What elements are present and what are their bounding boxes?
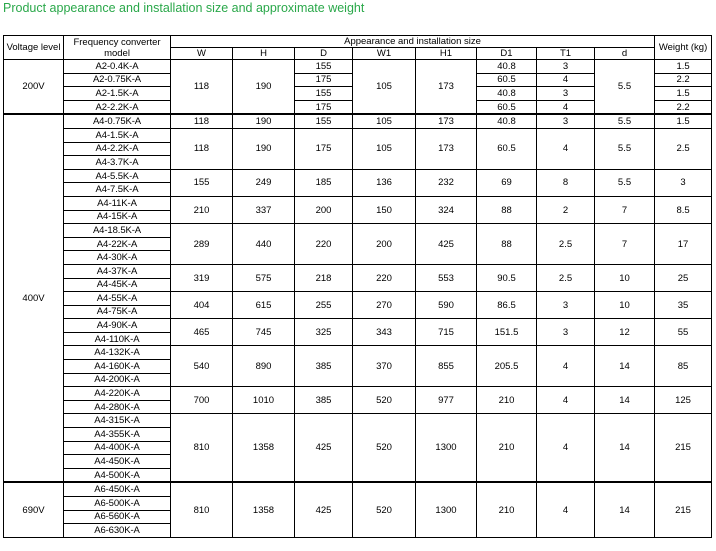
value-cell-w1: 270 (353, 292, 416, 319)
table-row (4, 346, 712, 360)
value-cell-h: 337 (233, 196, 295, 223)
table-row (4, 292, 712, 306)
value-cell-h1: 1300 (416, 414, 477, 482)
model-cell: A4-90K-A (64, 319, 171, 333)
value-cell-wt: 17 (655, 224, 712, 265)
model-cell: A6-500K-A (64, 497, 171, 511)
value-cell-w1: 520 (353, 482, 416, 537)
spec-table-body (4, 60, 712, 538)
model-cell: A4-200K-A (64, 373, 171, 387)
value-cell-w1: 370 (353, 346, 416, 387)
value-cell-wt: 125 (655, 387, 712, 414)
value-cell-d: 200 (295, 196, 353, 223)
model-cell: A4-11K-A (64, 196, 171, 210)
model-cell: A2-1.5K-A (64, 87, 171, 101)
value-cell-w: 289 (171, 224, 233, 265)
table-row (4, 196, 712, 210)
value-cell-w: 319 (171, 264, 233, 291)
spec-table-wrapper (3, 35, 711, 538)
value-cell-t1: 4 (537, 346, 595, 387)
value-cell-d: 155 (295, 87, 353, 101)
table-row (4, 264, 712, 278)
value-cell-h1: 553 (416, 264, 477, 291)
value-cell-t1: 4 (537, 482, 595, 537)
model-cell: A4-500K-A (64, 468, 171, 482)
table-row (4, 114, 712, 128)
value-cell-d: 5.5 (595, 60, 655, 115)
value-cell-wt: 215 (655, 482, 712, 537)
value-cell-t1: 4 (537, 387, 595, 414)
model-cell: A4-400K-A (64, 441, 171, 455)
header-d: D (295, 48, 353, 60)
value-cell-h: 440 (233, 224, 295, 265)
model-cell: A6-450K-A (64, 482, 171, 496)
value-cell-h: 1010 (233, 387, 295, 414)
value-cell-w: 155 (171, 169, 233, 196)
value-cell-h1: 977 (416, 387, 477, 414)
model-cell: A4-2.2K-A (64, 142, 171, 156)
model-cell: A4-220K-A (64, 387, 171, 401)
value-cell-d1: 210 (477, 387, 537, 414)
model-cell: A4-37K-A (64, 264, 171, 278)
value-cell-d: 325 (295, 319, 353, 346)
header-d-small: d (595, 48, 655, 60)
model-cell: A2-2.2K-A (64, 100, 171, 114)
value-cell-w: 210 (171, 196, 233, 223)
value-cell-w: 700 (171, 387, 233, 414)
value-cell-d: 14 (595, 346, 655, 387)
header-appearance: Appearance and installation size (171, 36, 655, 48)
value-cell-d: 385 (295, 346, 353, 387)
value-cell-t1: 4 (537, 100, 595, 114)
value-cell-h: 190 (233, 114, 295, 128)
value-cell-w1: 520 (353, 387, 416, 414)
value-cell-wt: 85 (655, 346, 712, 387)
value-cell-d: 14 (595, 387, 655, 414)
value-cell-w: 810 (171, 482, 233, 537)
value-cell-h: 1358 (233, 482, 295, 537)
value-cell-d: 5.5 (595, 169, 655, 196)
value-cell-h: 615 (233, 292, 295, 319)
value-cell-wt: 3 (655, 169, 712, 196)
value-cell-w: 404 (171, 292, 233, 319)
value-cell-h1: 1300 (416, 482, 477, 537)
value-cell-w1: 220 (353, 264, 416, 291)
model-cell: A4-315K-A (64, 414, 171, 428)
model-cell: A4-7.5K-A (64, 183, 171, 197)
header-h: H (233, 48, 295, 60)
value-cell-h1: 425 (416, 224, 477, 265)
model-cell: A4-0.75K-A (64, 114, 171, 128)
value-cell-d1: 90.5 (477, 264, 537, 291)
value-cell-t1: 2.5 (537, 264, 595, 291)
value-cell-d: 255 (295, 292, 353, 319)
value-cell-wt: 55 (655, 319, 712, 346)
table-row (4, 387, 712, 401)
model-cell: A4-280K-A (64, 400, 171, 414)
value-cell-wt: 2.2 (655, 100, 712, 114)
value-cell-w: 118 (171, 114, 233, 128)
value-cell-w1: 105 (353, 128, 416, 169)
value-cell-d: 425 (295, 482, 353, 537)
value-cell-h: 575 (233, 264, 295, 291)
table-row (4, 319, 712, 333)
value-cell-d1: 40.8 (477, 60, 537, 74)
value-cell-d: 14 (595, 482, 655, 537)
value-cell-d: 175 (295, 128, 353, 169)
value-cell-w1: 200 (353, 224, 416, 265)
value-cell-d: 425 (295, 414, 353, 482)
value-cell-h1: 173 (416, 114, 477, 128)
value-cell-d: 218 (295, 264, 353, 291)
table-row (4, 414, 712, 428)
value-cell-t1: 4 (537, 73, 595, 87)
model-cell: A4-132K-A (64, 346, 171, 360)
model-cell: A4-30K-A (64, 251, 171, 265)
table-row (4, 128, 712, 142)
table-row (4, 224, 712, 238)
model-cell: A4-75K-A (64, 305, 171, 319)
value-cell-w1: 343 (353, 319, 416, 346)
model-cell: A4-160K-A (64, 360, 171, 374)
value-cell-d1: 40.8 (477, 114, 537, 128)
value-cell-wt: 35 (655, 292, 712, 319)
value-cell-wt: 1.5 (655, 114, 712, 128)
model-cell: A6-560K-A (64, 510, 171, 524)
value-cell-d: 12 (595, 319, 655, 346)
header-d1: D1 (477, 48, 537, 60)
model-cell: A4-55K-A (64, 292, 171, 306)
value-cell-d1: 88 (477, 196, 537, 223)
value-cell-t1: 3 (537, 60, 595, 74)
value-cell-d: 5.5 (595, 128, 655, 169)
value-cell-t1: 3 (537, 319, 595, 346)
table-row (4, 482, 712, 496)
value-cell-t1: 2 (537, 196, 595, 223)
value-cell-d: 175 (295, 73, 353, 87)
value-cell-h: 1358 (233, 414, 295, 482)
header-voltage: Voltage level (4, 36, 64, 60)
value-cell-h: 190 (233, 60, 295, 115)
value-cell-w: 465 (171, 319, 233, 346)
value-cell-w1: 105 (353, 60, 416, 115)
value-cell-d1: 69 (477, 169, 537, 196)
value-cell-h1: 855 (416, 346, 477, 387)
table-row (4, 60, 712, 74)
header-t1: T1 (537, 48, 595, 60)
value-cell-h1: 173 (416, 60, 477, 115)
value-cell-w1: 520 (353, 414, 416, 482)
value-cell-h1: 173 (416, 128, 477, 169)
model-cell: A4-45K-A (64, 278, 171, 292)
model-cell: A4-110K-A (64, 332, 171, 346)
spec-table (3, 35, 712, 538)
value-cell-d1: 205.5 (477, 346, 537, 387)
value-cell-d: 385 (295, 387, 353, 414)
model-cell: A2-0.75K-A (64, 73, 171, 87)
value-cell-wt: 2.5 (655, 128, 712, 169)
header-model: Frequency converter model (64, 36, 171, 60)
model-cell: A6-630K-A (64, 524, 171, 538)
value-cell-wt: 1.5 (655, 87, 712, 101)
value-cell-t1: 4 (537, 128, 595, 169)
value-cell-t1: 3 (537, 87, 595, 101)
value-cell-h: 745 (233, 319, 295, 346)
header-h1: H1 (416, 48, 477, 60)
value-cell-t1: 3 (537, 292, 595, 319)
value-cell-t1: 3 (537, 114, 595, 128)
value-cell-w: 810 (171, 414, 233, 482)
value-cell-w1: 150 (353, 196, 416, 223)
value-cell-d1: 210 (477, 482, 537, 537)
table-row (4, 169, 712, 183)
value-cell-w: 118 (171, 128, 233, 169)
value-cell-t1: 4 (537, 414, 595, 482)
value-cell-wt: 1.5 (655, 60, 712, 74)
header-weight: Weight (kg) (655, 36, 712, 60)
value-cell-d: 185 (295, 169, 353, 196)
value-cell-d1: 210 (477, 414, 537, 482)
value-cell-wt: 215 (655, 414, 712, 482)
value-cell-w1: 105 (353, 114, 416, 128)
value-cell-d1: 151.5 (477, 319, 537, 346)
voltage-cell: 690V (4, 482, 64, 537)
header-w1: W1 (353, 48, 416, 60)
value-cell-h1: 715 (416, 319, 477, 346)
value-cell-wt: 25 (655, 264, 712, 291)
model-cell: A2-0.4K-A (64, 60, 171, 74)
model-cell: A4-15K-A (64, 210, 171, 224)
value-cell-d: 7 (595, 224, 655, 265)
value-cell-d1: 88 (477, 224, 537, 265)
model-cell: A4-22K-A (64, 237, 171, 251)
value-cell-d1: 60.5 (477, 100, 537, 114)
header-w: W (171, 48, 233, 60)
value-cell-d: 155 (295, 114, 353, 128)
value-cell-t1: 2.5 (537, 224, 595, 265)
value-cell-w: 118 (171, 60, 233, 115)
value-cell-h1: 590 (416, 292, 477, 319)
value-cell-d1: 86.5 (477, 292, 537, 319)
model-cell: A4-18.5K-A (64, 224, 171, 238)
voltage-cell: 400V (4, 114, 64, 482)
value-cell-w: 540 (171, 346, 233, 387)
value-cell-t1: 8 (537, 169, 595, 196)
value-cell-d1: 60.5 (477, 128, 537, 169)
value-cell-d: 220 (295, 224, 353, 265)
value-cell-d1: 60.5 (477, 73, 537, 87)
value-cell-d: 7 (595, 196, 655, 223)
value-cell-wt: 8.5 (655, 196, 712, 223)
value-cell-d: 10 (595, 292, 655, 319)
value-cell-w1: 136 (353, 169, 416, 196)
value-cell-h: 249 (233, 169, 295, 196)
model-cell: A4-5.5K-A (64, 169, 171, 183)
model-cell: A4-355K-A (64, 428, 171, 442)
model-cell: A4-1.5K-A (64, 128, 171, 142)
value-cell-h1: 232 (416, 169, 477, 196)
value-cell-d: 10 (595, 264, 655, 291)
value-cell-wt: 2.2 (655, 73, 712, 87)
value-cell-h: 890 (233, 346, 295, 387)
value-cell-h1: 324 (416, 196, 477, 223)
model-cell: A4-3.7K-A (64, 156, 171, 170)
model-cell: A4-450K-A (64, 455, 171, 469)
value-cell-d: 5.5 (595, 114, 655, 128)
value-cell-d: 155 (295, 60, 353, 74)
voltage-cell: 200V (4, 60, 64, 115)
value-cell-d1: 40.8 (477, 87, 537, 101)
page-title: Product appearance and installation size and approximate weight (3, 1, 365, 15)
value-cell-h: 190 (233, 128, 295, 169)
value-cell-d: 14 (595, 414, 655, 482)
value-cell-d: 175 (295, 100, 353, 114)
